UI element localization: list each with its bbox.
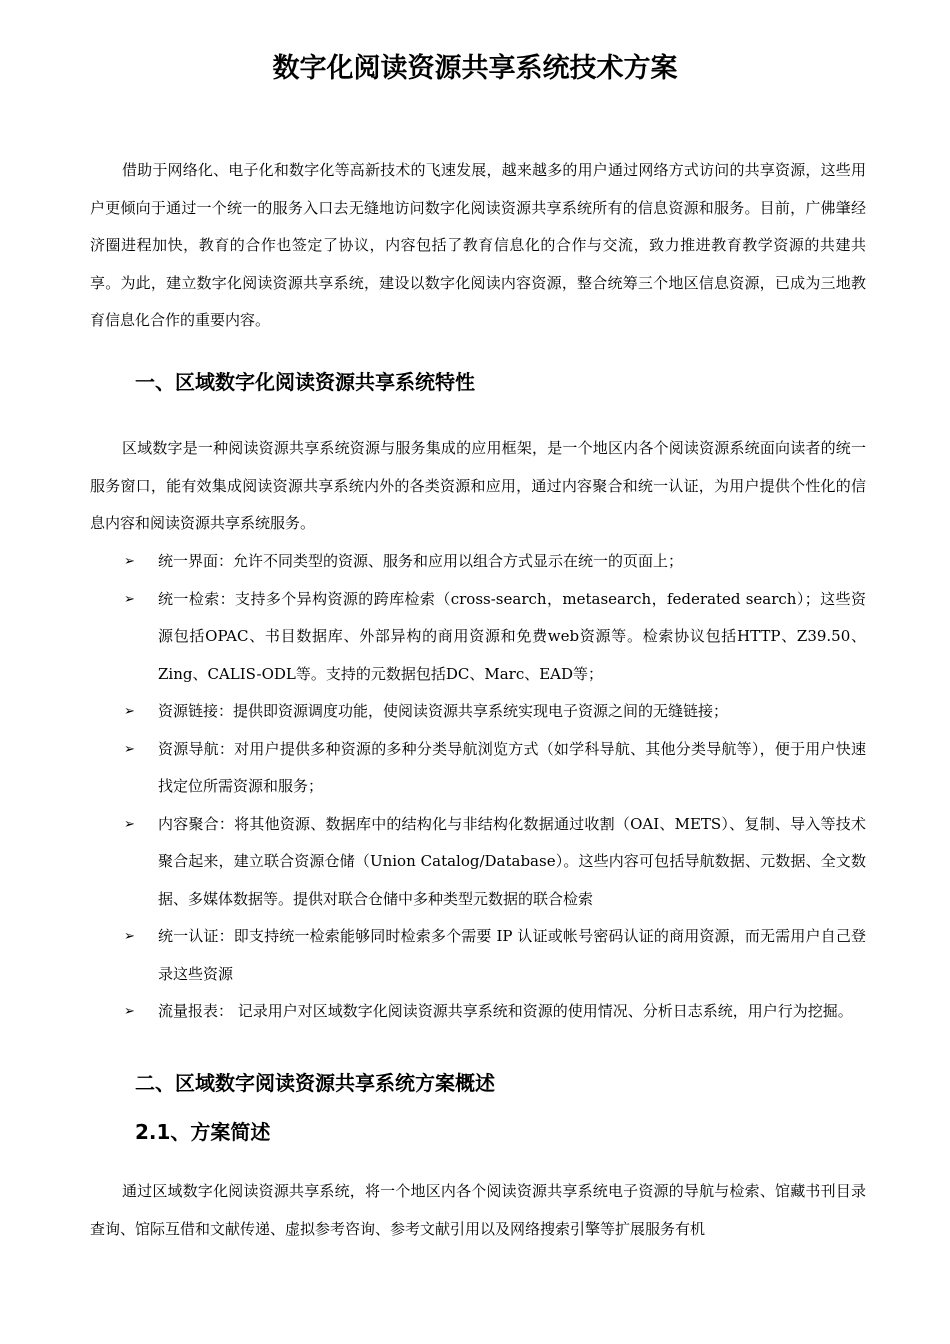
section1-heading: 一、区域数字化阅读资源共享系统特性 bbox=[135, 370, 475, 394]
list-item bbox=[124, 543, 866, 581]
list-item bbox=[124, 731, 866, 806]
arrow-bullet-icon: ➢ bbox=[124, 741, 135, 757]
list-item-text: 统一认证：即支持统一检索能够同时检索多个需要 IP 认证或帐号密码认证的商用资源，而无需用户自己登录这些资源 bbox=[158, 927, 866, 983]
list-item bbox=[124, 993, 866, 1031]
list-item bbox=[124, 581, 866, 694]
section2-heading: 二、区域数字阅读资源共享系统方案概述 bbox=[135, 1071, 495, 1095]
list-item-text: 内容聚合：将其他资源、数据库中的结构化与非结构化数据通过收割（OAI、METS）、复制、导入等技术聚合起来，建立联合资源仓储（Union Catalog/Database）。这些内容可包括导航数据、元数据、全文数据、多媒体数据等。提供对联合仓储中多种类型元数据的联合检索 bbox=[158, 814, 866, 908]
list-item-text: 流量报表： 记录用户对区域数字化阅读资源共享系统和资源的使用情况、分析日志系统，用户行为挖掘。 bbox=[158, 1002, 853, 1020]
arrow-bullet-icon: ➢ bbox=[124, 816, 135, 832]
list-item bbox=[124, 693, 866, 731]
section2-1-paragraph: 通过区域数字化阅读资源共享系统，将一个地区内各个阅读资源共享系统电子资源的导航与检索、馆藏书刊目录查询、馆际互借和文献传递、虚拟参考咨询、参考文献引用以及网络搜索引擎等扩展服务有机 bbox=[90, 1182, 866, 1238]
list-item-text: 资源链接：提供即资源调度功能，使阅读资源共享系统实现电子资源之间的无缝链接； bbox=[158, 702, 729, 720]
list-item bbox=[124, 918, 866, 993]
list-item-text: 资源导航：对用户提供多种资源的多种分类导航浏览方式（如学科导航、其他分类导航等），便于用户快速找定位所需资源和服务； bbox=[158, 739, 866, 795]
section1-paragraph: 区域数字是一种阅读资源共享系统资源与服务集成的应用框架，是一个地区内各个阅读资源系统面向读者的统一服务窗口，能有效集成阅读资源共享系统内外的各类资源和应用，通过内容聚合和统一认证，为用户提供个性化的信息内容和阅读资源共享系统服务。 bbox=[90, 439, 866, 532]
arrow-bullet-icon: ➢ bbox=[124, 591, 135, 607]
list-item bbox=[124, 806, 866, 919]
section2-1-heading: 2.1、方案简述 bbox=[135, 1120, 271, 1144]
arrow-bullet-icon: ➢ bbox=[124, 1004, 135, 1019]
arrow-bullet-icon: ➢ bbox=[124, 554, 135, 569]
list-item-text: 统一检索：支持多个异构资源的跨库检索（cross-search，metasearch，federated search）；这些资源包括OPAC、书目数据库、外部异构的商用资源和免费web资源等。检索协议包括HTTP、Z39.50、Zing、CALIS-ODL等。支持的元数据包括DC、Marc、EAD等； bbox=[158, 589, 866, 683]
arrow-bullet-icon: ➢ bbox=[124, 929, 135, 944]
intro-paragraph: 借助于网络化、电子化和数字化等高新技术的飞速发展，越来越多的用户通过网络方式访问的共享资源，这些用户更倾向于通过一个统一的服务入口去无缝地访问数字化阅读资源共享系统所有的信息资源和服务。目前，广佛肇经济圈进程加快，教育的合作也签定了协议，内容包括了教育信息化的合作与交流，致力推进教育教学资源的共建共享。为此，建立数字化阅读资源共享系统，建设以数字化阅读内容资源，整合统筹三个地区信息资源，已成为三地教育信息化合作的重要内容。 bbox=[90, 161, 866, 329]
list-item-text: 统一界面：允许不同类型的资源、服务和应用以组合方式显示在统一的页面上； bbox=[158, 552, 684, 570]
feature-list bbox=[124, 543, 866, 1031]
document-title: 数字化阅读资源共享系统技术方案 bbox=[272, 53, 678, 84]
arrow-bullet-icon: ➢ bbox=[124, 704, 135, 719]
